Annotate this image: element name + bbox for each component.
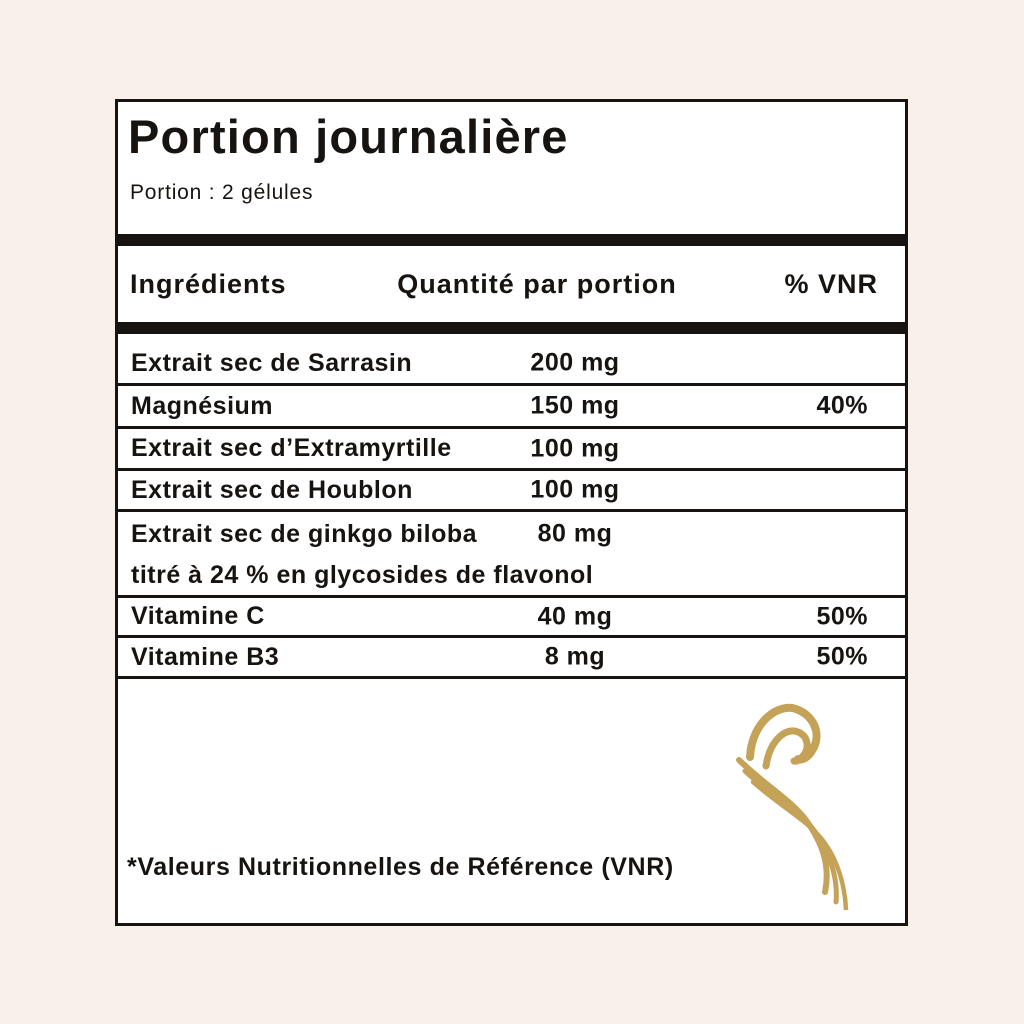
thick-divider-bottom (118, 322, 905, 334)
ingredient-amount: 40 mg (537, 602, 613, 630)
ingredient-amount: 100 mg (530, 475, 620, 504)
ingredient-amount: 200 mg (530, 348, 620, 376)
ingredient-amount: 100 mg (530, 434, 620, 462)
ingredient-amount: 80 mg (537, 519, 613, 548)
ingredient-name: Extrait sec d’Extramyrtille (131, 434, 452, 462)
column-header-ingredients: Ingrédients (130, 268, 287, 299)
column-header-quantity: Quantité par portion (397, 268, 677, 299)
ingredient-name: Vitamine B3 (131, 642, 280, 671)
ingredient-name: Extrait sec de Houblon (131, 475, 413, 504)
ingredient-name: Vitamine C (131, 602, 265, 630)
nutrition-label-card (115, 99, 908, 926)
ingredients-table (118, 334, 905, 679)
table-row (118, 334, 905, 386)
table-row (118, 386, 905, 429)
table-row (118, 598, 905, 638)
column-header-vnr: % VNR (784, 268, 878, 299)
thick-divider-top (118, 234, 905, 246)
title-block (118, 102, 905, 234)
ingredient-vnr: 50% (816, 642, 868, 671)
ingredient-name: Extrait sec de Sarrasin (131, 348, 413, 377)
vnr-footnote: *Valeurs Nutritionnelles de Référence (VNR) (127, 853, 674, 881)
brand-swirl-icon (728, 700, 868, 910)
ingredient-amount: 150 mg (530, 391, 620, 420)
table-row (118, 429, 905, 471)
ingredient-note: titré à 24 % en glycosides de flavonol (131, 561, 594, 589)
ingredient-name: Magnésium (131, 391, 274, 420)
table-row (118, 638, 905, 679)
ingredient-name: Extrait sec de ginkgo biloba (131, 519, 478, 548)
ingredient-main-line (118, 512, 905, 556)
table-row (118, 512, 905, 598)
table-row (118, 471, 905, 512)
ingredient-amount: 8 mg (544, 642, 606, 671)
page-title: Portion journalière (128, 110, 569, 163)
table-header-row (118, 246, 905, 322)
ingredient-vnr: 50% (816, 602, 868, 630)
serving-size-text: Portion : 2 gélules (130, 181, 314, 204)
ingredient-vnr: 40% (816, 391, 868, 420)
